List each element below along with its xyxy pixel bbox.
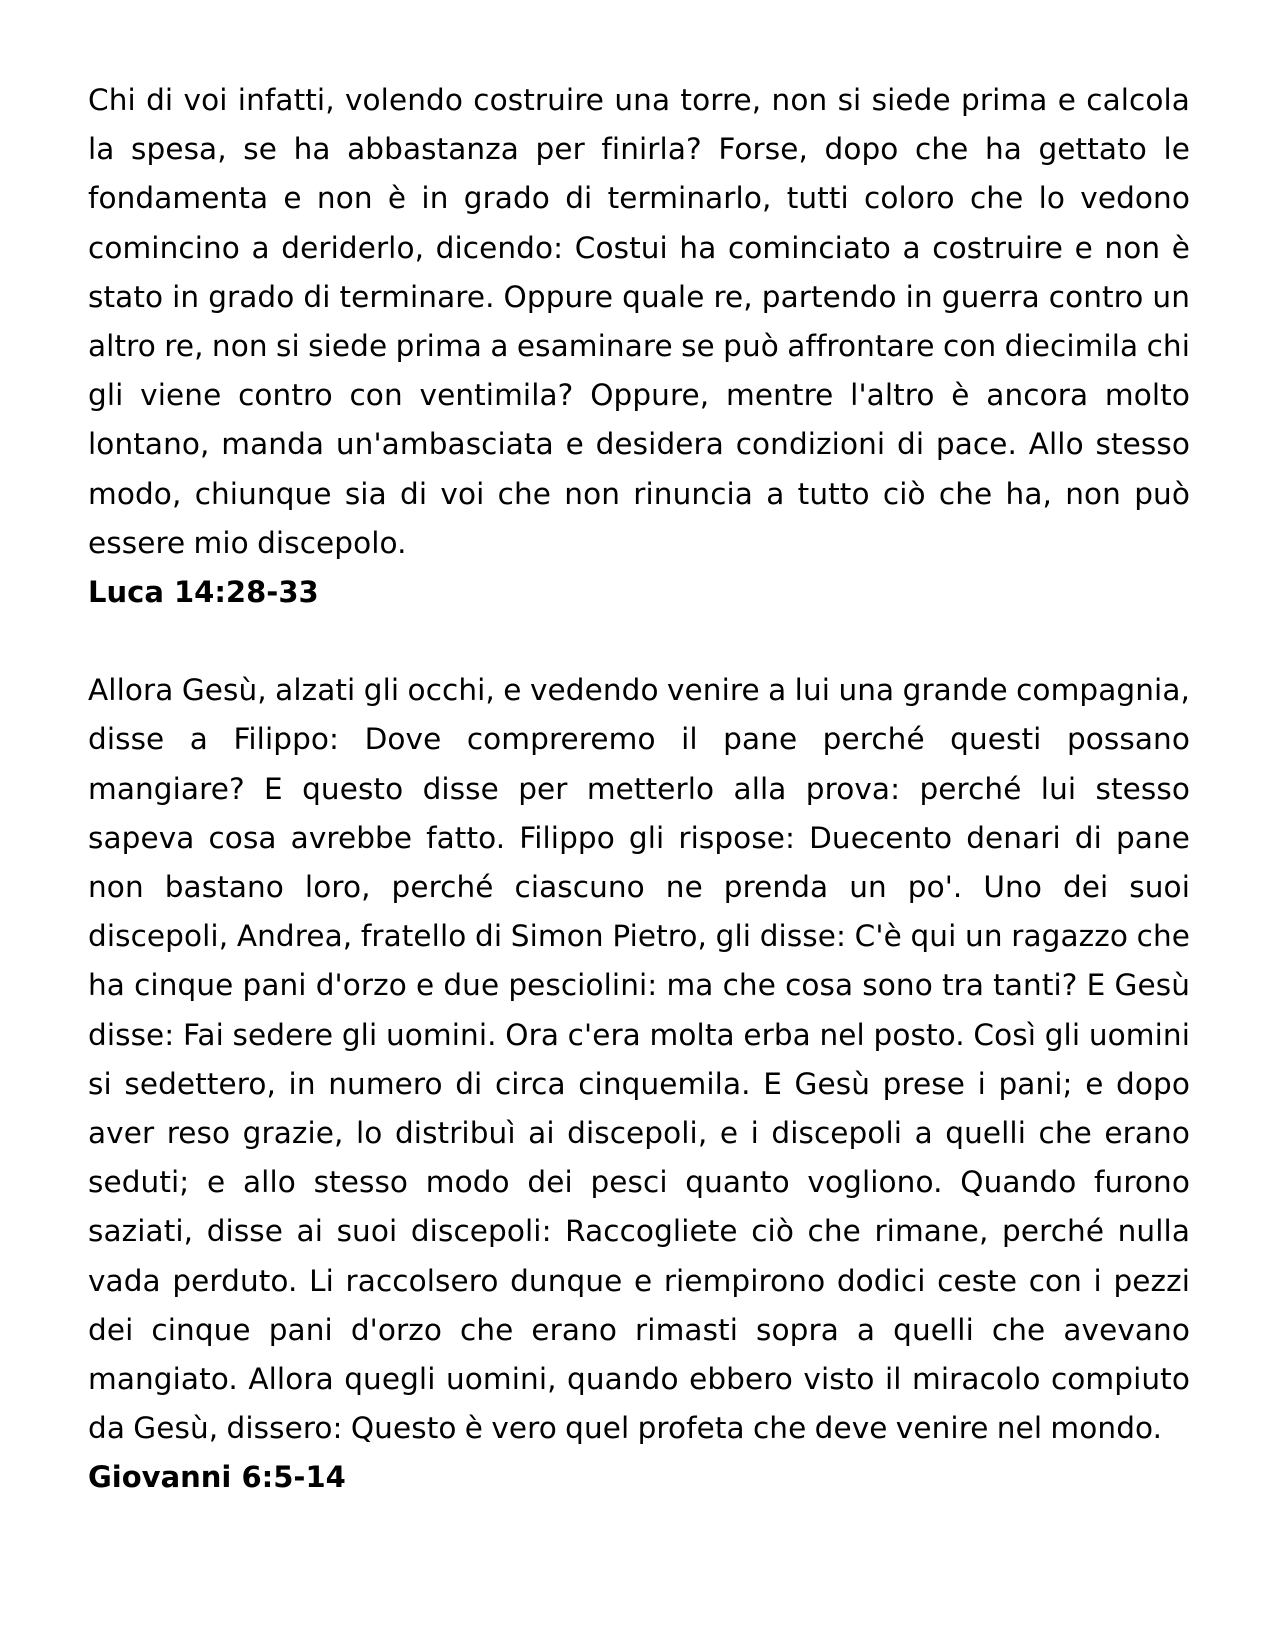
passage-text: Allora Gesù, alzati gli occhi, e vedendo venire a lui una grande compagnia, disse a Filippo: Dove compreremo il pane perché questi possano mangiare? E questo disse per metterlo alla prova: perché lui stesso sapeva cosa avrebbe fatto. Filippo gli rispose: Duecento denari di pane non bastano loro, perché ciascuno ne prenda un po'. Uno dei suoi discepoli, Andrea, fratello di Simon Pietro, gli disse: C'è qui un ragazzo che ha cinque pani d'orzo e due pesciolini: ma che cosa sono tra tanti? E Gesù disse: Fai sedere gli uomini. Ora c'era molta erba nel posto. Così gli uomini si sedettero, in numero di circa cinquemila. E Gesù prese i pani; e dopo aver reso grazie, lo distribuì ai discepoli, e i discepoli a quelli che erano seduti; e allo stesso modo dei pesci quanto vogliono. Quando furono saziati, disse ai suoi discepoli: Raccogliete ciò che rimane, perché nulla vada perduto. Li raccolsero dunque e riempirono dodici ceste con i pezzi dei cinque pani d'orzo che erano rimasti sopra a quelli che avevano mangiato. Allora quegli uomini, quando ebbero visto il miracolo compiuto da Gesù, dissero: Questo è vero quel profeta che deve venire nel mondo. bbox=[88, 673, 1190, 1446]
passage-reference: Luca 14:28-33 bbox=[88, 575, 319, 610]
passage-reference: Giovanni 6:5-14 bbox=[88, 1460, 346, 1495]
document-page bbox=[88, 76, 1190, 1503]
passage-luke bbox=[88, 76, 1190, 617]
passage-text: Chi di voi infatti, volendo costruire una torre, non si siede prima e calcola la spesa, se ha abbastanza per finirla? Forse, dopo che ha gettato le fondamenta e non è in grado di terminarlo, tutti coloro che lo vedono comincino a deriderlo, dicendo: Costui ha cominciato a costruire e non è stato in grado di terminare. Oppure quale re, partendo in guerra contro un altro re, non si siede prima a esaminare se può affrontare con diecimila chi gli viene contro con ventimila? Oppure, mentre l'altro è ancora molto lontano, manda un'ambasciata e desidera condizioni di pace. Allo stesso modo, chiunque sia di voi che non rinuncia a tutto ciò che ha, non può essere mio discepolo. bbox=[88, 83, 1190, 560]
passage-john bbox=[88, 666, 1190, 1502]
